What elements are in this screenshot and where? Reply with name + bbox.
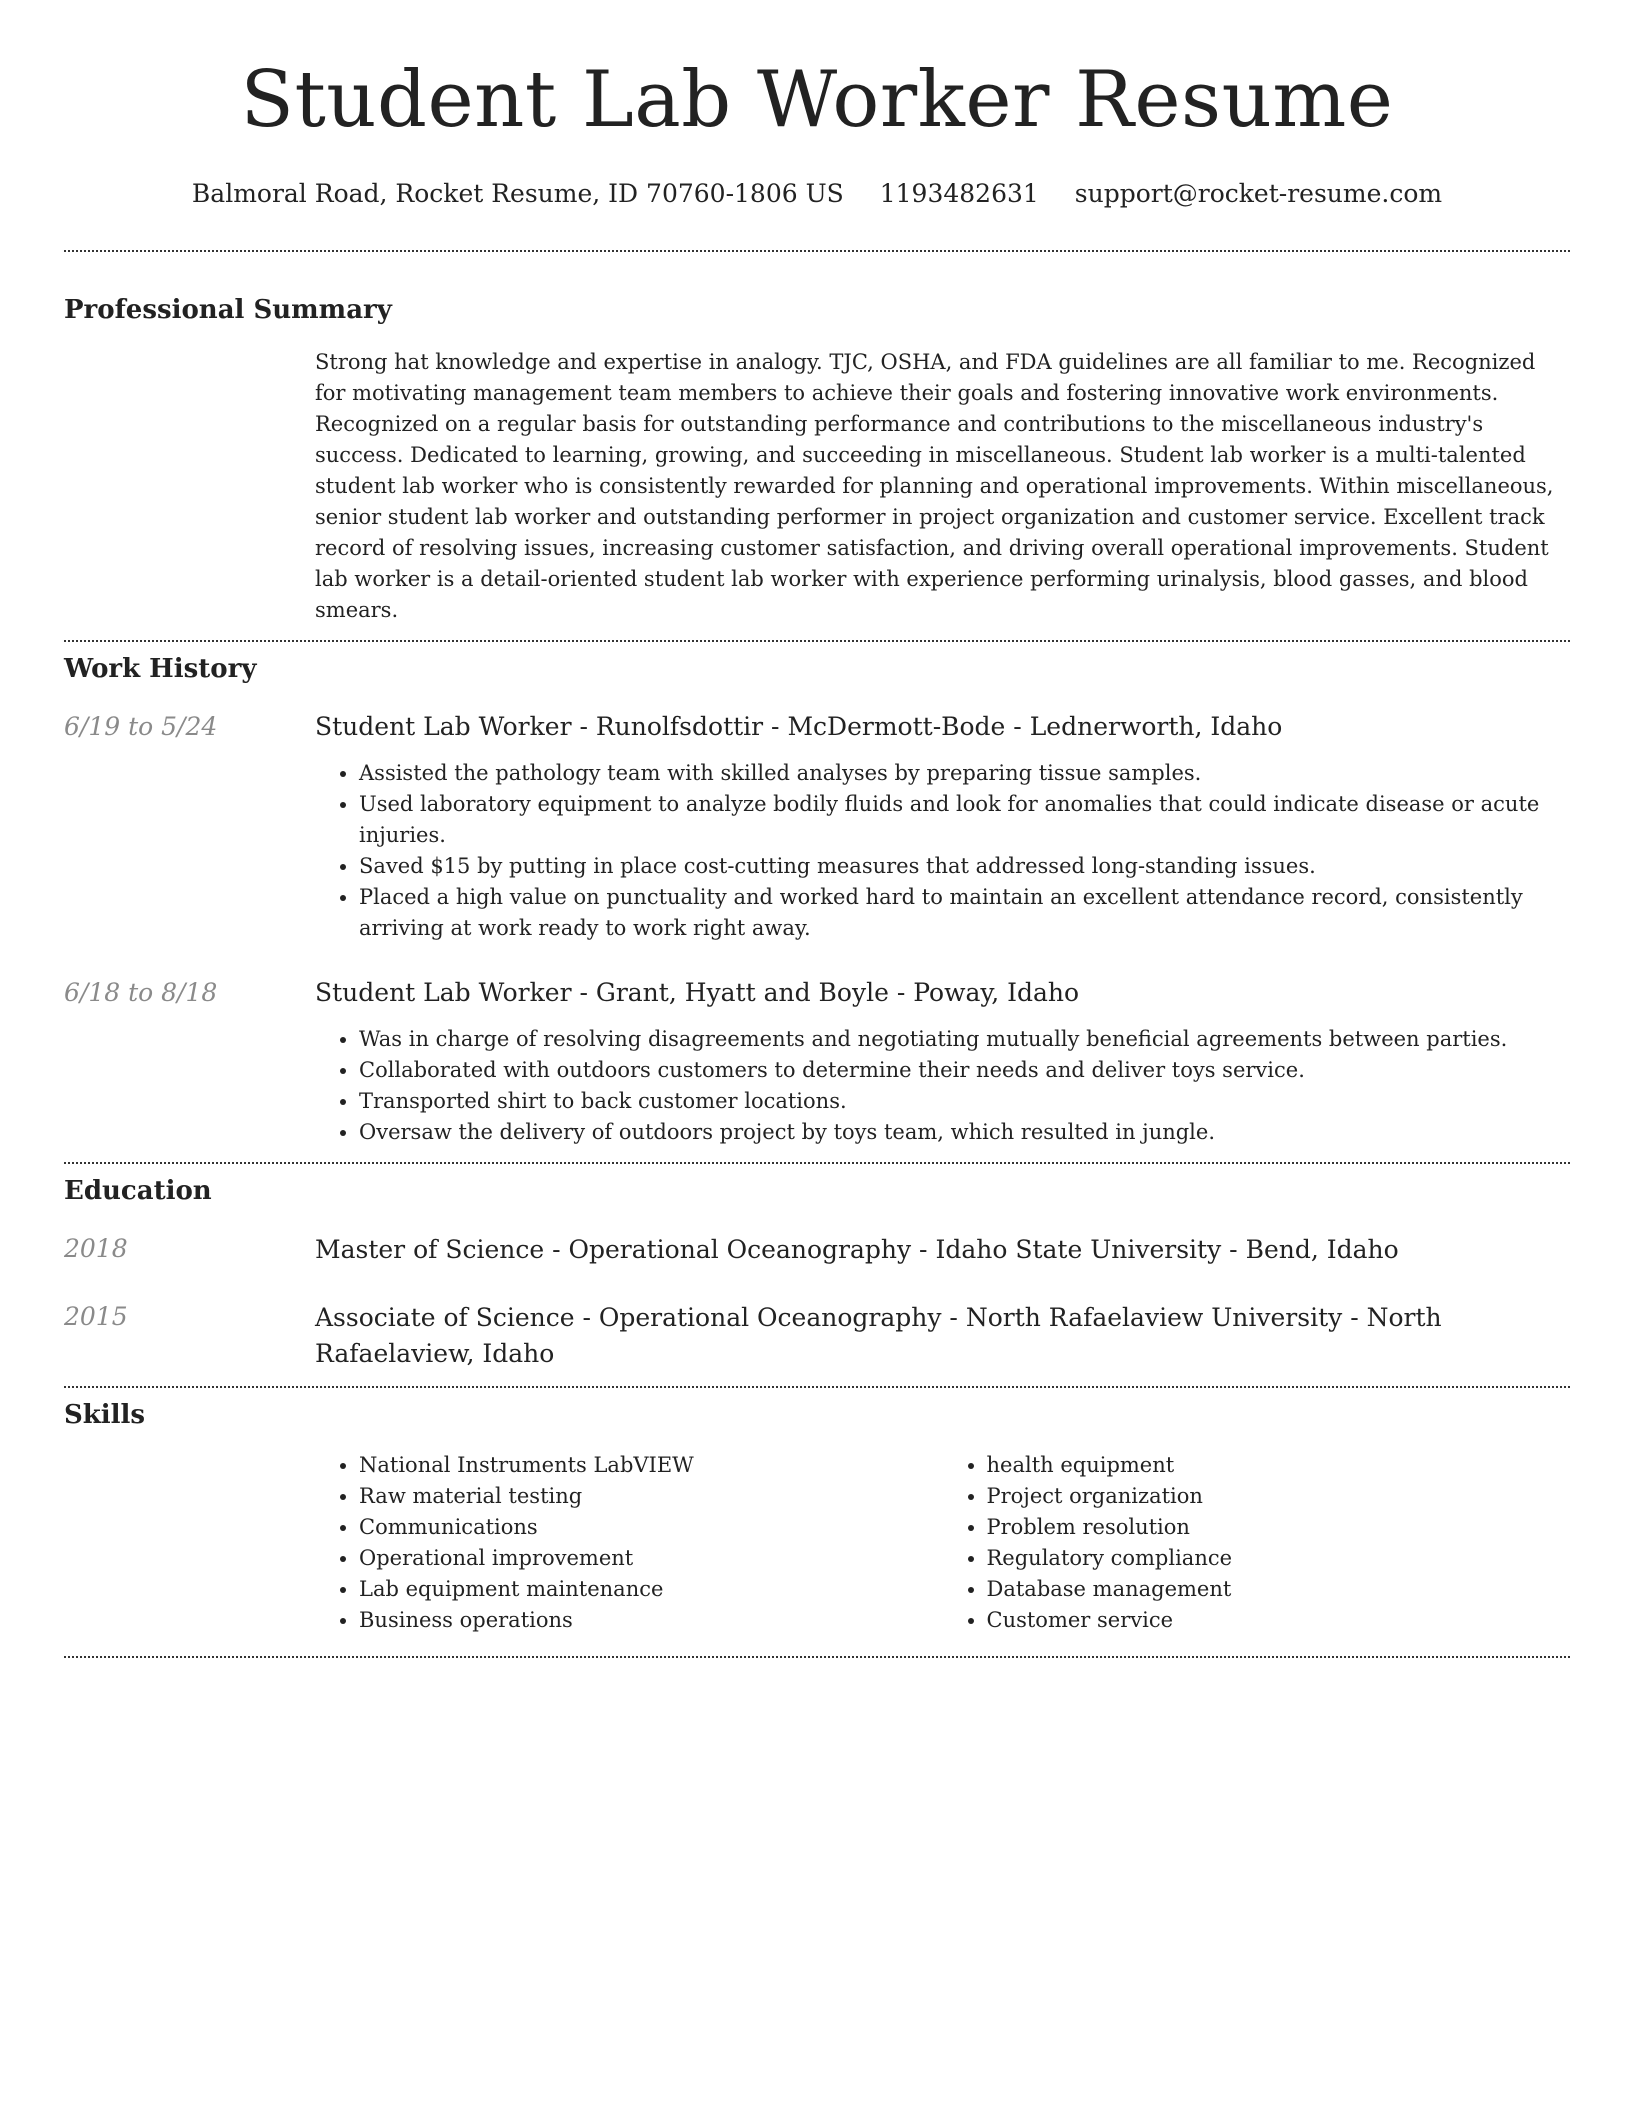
list-item: • Problem resolution <box>987 1512 1571 1543</box>
skills-heading: Skills <box>64 1400 146 1430</box>
resume-page <box>64 0 1570 1658</box>
skills-section <box>64 1388 1570 1636</box>
work-section <box>64 642 1570 1148</box>
list-item: • Lab equipment maintenance <box>359 1574 943 1605</box>
job-entry <box>64 710 1570 944</box>
education-entry <box>64 1232 1570 1268</box>
job-dates: 6/18 to 8/18 <box>64 978 218 1007</box>
job-bullets <box>315 1024 1570 1148</box>
list-item: • Used laboratory equipment to analyze bodily fluids and look for anomalies that could indicate disease or acute injuries. <box>359 789 1570 851</box>
education-title: Associate of Science - Operational Oceanography - North Rafaelaview University - North Rafaelaview, Idaho <box>315 1303 1442 1368</box>
divider <box>64 1656 1570 1658</box>
summary-heading: Professional Summary <box>64 295 392 325</box>
skills-columns <box>315 1450 1570 1636</box>
list-item: • National Instruments LabVIEW <box>359 1450 943 1481</box>
list-item: • Assisted the pathology team with skilled analyses by preparing tissue samples. <box>359 758 1570 789</box>
list-item: • Communications <box>359 1512 943 1543</box>
education-heading: Education <box>64 1176 212 1206</box>
list-item: • Collaborated with outdoors customers to determine their needs and deliver toys service. <box>359 1055 1570 1086</box>
summary-section <box>64 252 1570 626</box>
list-item: • Placed a high value on punctuality and worked hard to maintain an excellent attendance record, consistently arriving at work ready to work right away. <box>359 882 1570 944</box>
education-title: Master of Science - Operational Oceanography - Idaho State University - Bend, Idaho <box>315 1235 1399 1264</box>
job-title: Student Lab Worker - Grant, Hyatt and Boyle - Poway, Idaho <box>315 978 1080 1007</box>
list-item: • Database management <box>987 1574 1571 1605</box>
contact-address: Balmoral Road, Rocket Resume, ID 70760-1806 US <box>191 179 844 208</box>
contact-line <box>64 178 1570 210</box>
contact-phone: 1193482631 <box>879 179 1039 208</box>
education-entry <box>64 1300 1570 1372</box>
list-item: • Oversaw the delivery of outdoors project by toys team, which resulted in jungle. <box>359 1117 1570 1148</box>
skills-list-left <box>315 1450 943 1636</box>
education-year: 2015 <box>64 1302 128 1331</box>
work-heading: Work History <box>64 654 257 684</box>
list-item: • Was in charge of resolving disagreements and negotiating mutually beneficial agreements between parties. <box>359 1024 1570 1055</box>
job-dates: 6/19 to 5/24 <box>64 712 218 741</box>
education-section <box>64 1164 1570 1372</box>
list-item: • Regulatory compliance <box>987 1543 1571 1574</box>
summary-text: Strong hat knowledge and expertise in analogy. TJC, OSHA, and FDA guidelines are all familiar to me. Recognized for motivating management team members to achieve their goals and fostering innovative work environments. Recognized on a regular basis for outstanding performance and contributions to the miscellaneous industry's success. Dedicated to learning, growing, and succeeding in miscellaneous. Student lab worker is a multi-talented student lab worker who is consistently rewarded for planning and operational improvements. Within miscellaneous, senior student lab worker and outstanding performer in project organization and customer service. Excellent track record of resolving issues, increasing customer satisfaction, and driving overall operational improvements. Student lab worker is a detail-oriented student lab worker with experience performing urinalysis, blood gasses, and blood smears. <box>315 350 1554 622</box>
resume-title: Student Lab Worker Resume <box>240 55 1394 145</box>
list-item: • Saved $15 by putting in place cost-cutting measures that addressed long-standing issues. <box>359 851 1570 882</box>
list-item: • Customer service <box>987 1605 1571 1636</box>
job-bullets <box>315 758 1570 944</box>
list-item: • health equipment <box>987 1450 1571 1481</box>
list-item: • Operational improvement <box>359 1543 943 1574</box>
list-item: • Transported shirt to back customer locations. <box>359 1086 1570 1117</box>
job-entry <box>64 976 1570 1148</box>
list-item: • Project organization <box>987 1481 1571 1512</box>
job-title: Student Lab Worker - Runolfsdottir - McDermott-Bode - Lednerworth, Idaho <box>315 712 1283 741</box>
skills-list-right <box>943 1450 1571 1636</box>
list-item: • Business operations <box>359 1605 943 1636</box>
contact-email: support@rocket-resume.com <box>1074 179 1443 208</box>
list-item: • Raw material testing <box>359 1481 943 1512</box>
education-year: 2018 <box>64 1234 128 1263</box>
